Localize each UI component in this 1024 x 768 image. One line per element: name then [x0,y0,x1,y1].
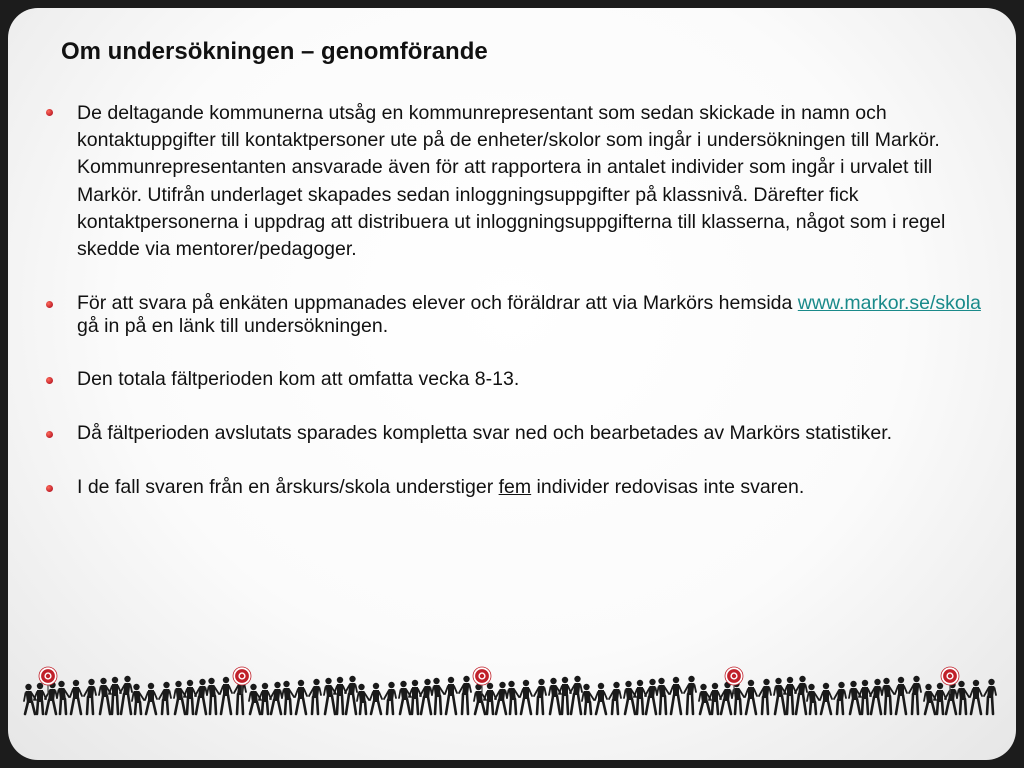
person-icon [970,680,982,714]
person-icon [357,684,369,714]
person-icon [534,679,546,714]
person-icon [109,677,121,714]
person-icon [807,684,819,714]
person-icon [549,678,561,714]
person-icon [132,684,144,714]
person-icon [384,682,396,714]
bullet-item [46,292,996,338]
person-icon [520,680,532,714]
person-icon [595,683,607,714]
bullet-item [46,476,996,499]
person-icon [45,682,57,714]
slide-title: Om undersökningen – genomförande [61,38,488,65]
emphasis-word: fem [498,476,532,499]
person-icon [957,681,969,714]
person-icon [570,676,582,714]
walking-people-icon [24,676,996,714]
person-icon [99,678,111,714]
bullet-item [46,100,996,263]
person-icon [270,682,282,714]
person-icon [432,678,444,714]
bullet-list [46,100,996,499]
slide [8,8,1016,760]
person-icon [220,677,232,714]
bullet-text: Då fältperioden avslutats sparades kompletta svar ned och bearbetades av Markörs statistiker. [77,422,893,445]
person-icon [820,683,832,714]
person-icon [345,676,357,714]
bullet-text: gå in på en länk till undersökningen. [77,315,389,338]
person-icon [745,680,757,714]
bullet-text: I de fall svaren från en årskurs/skola understiger [77,476,499,499]
crowd-silhouette-illustration [8,660,1016,760]
person-icon [120,676,132,714]
person-icon [334,677,346,714]
person-icon [834,682,846,714]
person-icon [582,684,594,714]
person-icon [670,677,682,714]
target-icon [941,667,959,694]
bullet-text: För att svara på enkäten uppmanades elever och föräldrar att via Markörs hemsida [77,292,798,315]
person-icon [324,678,336,714]
person-icon [295,680,307,714]
person-icon [507,681,519,714]
person-icon [882,678,894,714]
person-icon [684,676,696,714]
person-icon [309,679,321,714]
person-icon [70,680,82,714]
bullet-text: De deltagande kommunerna utsåg en kommunrepresentant som sedan skickade in namn och kontaktuppgifter till kontaktpersoner ute på de enheter/skolor som ingår i undersökningen till Markör. Kommunrepresentanten ansvarade även för att rapportera in antalet individer som ingår i urvalet till Markör. Utifrån underlaget skapades sedan inloggningsuppgifter på klassnivå. Därefter fick kontaktpersonerna i uppdrag att distribuera ut inloggningsuppgifterna till klasserna, något som i regel skedde via mentorer/pedagoger. [77,102,946,261]
person-icon [57,681,69,714]
markor-link[interactable]: www.markor.se/skola [797,292,981,315]
person-icon [207,678,219,714]
person-icon [720,682,732,714]
person-icon [84,679,96,714]
person-icon [495,682,507,714]
person-icon [945,682,957,714]
bullet-item [46,368,996,391]
person-icon [895,677,907,714]
target-icon [473,667,491,694]
person-icon [909,676,921,714]
person-icon [984,679,996,714]
bullet-item [46,422,996,445]
person-icon [759,679,771,714]
person-icon [370,683,382,714]
person-icon [145,683,157,714]
person-icon [282,681,294,714]
person-icon [559,677,571,714]
person-icon [609,682,621,714]
bullet-text: Den totala fältperioden kom att omfatta vecka 8-13. [77,368,520,391]
person-icon [657,678,669,714]
person-icon [784,677,796,714]
person-icon [459,676,471,714]
person-icon [795,676,807,714]
person-icon [774,678,786,714]
person-icon [159,682,171,714]
person-icon [445,677,457,714]
bullet-text: individer redovisas inte svaren. [531,476,805,499]
